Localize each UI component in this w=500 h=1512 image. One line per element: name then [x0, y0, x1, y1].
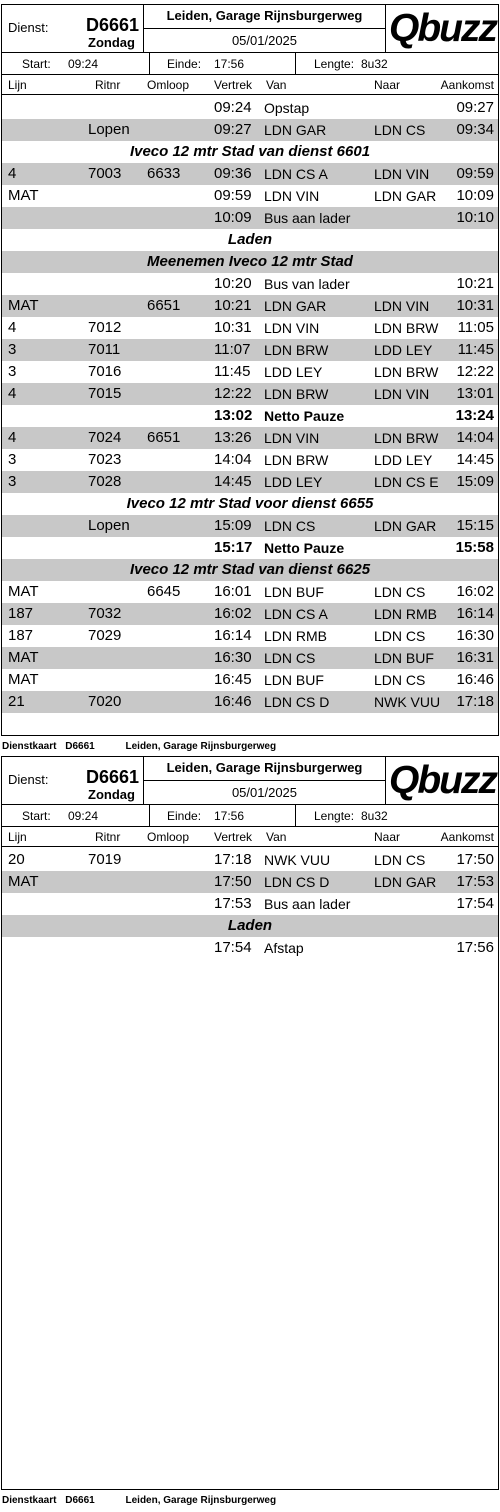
schedule-row — [2, 625, 498, 647]
cell-naar: LDD LEY — [374, 452, 433, 468]
cell-aankomst: 11:45 — [457, 341, 494, 358]
dienst-label: Dienst: — [8, 772, 49, 787]
cell-aankomst: 10:21 — [456, 275, 494, 292]
cell-ritnr: 7019 — [88, 851, 122, 868]
cell-lijn: MAT — [8, 583, 39, 600]
lengte-value: 8u32 — [361, 809, 388, 823]
footer-label: Dienstkaart — [2, 1495, 57, 1506]
cell-lijn: 187 — [8, 605, 34, 622]
cell-lijn: 4 — [8, 165, 17, 182]
cell-vertrek: 17:54 — [214, 939, 252, 956]
start-label: Start: — [22, 57, 51, 71]
schedule-row — [2, 427, 498, 449]
schedule-row — [2, 97, 498, 119]
section-heading: Iveco 12 mtr Stad van dienst 6625 — [2, 559, 498, 581]
col-aankomst: Aankomst — [440, 830, 494, 844]
section-heading: Iveco 12 mtr Stad van dienst 6601 — [129, 143, 371, 160]
cell-vertrek: 14:45 — [214, 473, 252, 490]
cell-naar: LDN BRW — [374, 430, 439, 446]
schedule-table — [2, 95, 498, 713]
cell-naar: LDN BRW — [374, 364, 439, 380]
cell-omloop: 6633 — [147, 165, 181, 182]
cell-vertrek: 16:30 — [214, 649, 252, 666]
page-footer — [2, 1495, 282, 1506]
cell-van: Opstap — [264, 100, 310, 116]
cell-naar: LDN CS — [374, 122, 426, 138]
cell-van: LDN GAR — [264, 298, 327, 314]
cell-naar: LDN VIN — [374, 298, 430, 314]
day-label: Zondag — [88, 787, 135, 802]
cell-lijn: 3 — [8, 451, 17, 468]
cell-aankomst: 13:01 — [456, 385, 494, 402]
cell-naar: LDN CS — [374, 584, 426, 600]
cell-naar: LDD LEY — [374, 342, 433, 358]
cell-aankomst: 17:53 — [456, 873, 494, 890]
cell-aankomst: 15:58 — [455, 539, 494, 556]
cell-aankomst: 12:22 — [456, 363, 494, 380]
footer-id: D6661 — [65, 741, 95, 752]
card-header — [2, 5, 498, 53]
col-ritnr: Ritnr — [95, 830, 121, 844]
section-heading: Meenemen Iveco 12 mtr Stad — [2, 251, 498, 273]
cell-ritnr: 7015 — [88, 385, 122, 402]
dienst-id: D6661 — [86, 15, 140, 35]
cell-lijn: 187 — [8, 627, 34, 644]
cell-naar: LDN BUF — [374, 650, 434, 666]
cell-aankomst: 09:34 — [456, 121, 494, 138]
cell-omloop: 6651 — [147, 297, 181, 314]
cell-van: NWK VUU — [264, 852, 331, 868]
dienstkaart-page-1 — [1, 4, 499, 736]
cell-naar: LDN GAR — [374, 518, 437, 534]
cell-vertrek: 12:22 — [214, 385, 252, 402]
cell-lijn: 20 — [8, 851, 25, 868]
cell-vertrek: 16:45 — [214, 671, 252, 688]
cell-vertrek: 16:14 — [214, 627, 252, 644]
cell-lijn: MAT — [8, 671, 39, 688]
col-naar: Naar — [374, 830, 401, 844]
einde-value: 17:56 — [214, 809, 245, 823]
schedule-row — [2, 603, 498, 625]
cell-van: LDN CS D — [264, 874, 330, 890]
cell-aankomst: 10:10 — [456, 209, 494, 226]
cell-van: LDN VIN — [264, 188, 320, 204]
cell-vertrek: 09:24 — [214, 99, 252, 116]
cell-van: LDN CS D — [264, 694, 330, 710]
cell-vertrek: 16:46 — [214, 693, 252, 710]
location-title: Leiden, Garage Rijnsburgerweg — [166, 760, 363, 775]
cell-van: Afstap — [264, 940, 304, 956]
cell-vertrek: 10:31 — [214, 319, 252, 336]
cell-aankomst: 17:18 — [456, 693, 494, 710]
schedule-row — [2, 691, 498, 713]
col-naar: Naar — [374, 78, 401, 92]
section-heading: Laden — [227, 231, 273, 248]
cell-omloop: 6645 — [147, 583, 181, 600]
schedule-row — [2, 273, 498, 295]
footer-id: D6661 — [65, 1495, 95, 1506]
schedule-row — [2, 361, 498, 383]
cell-aankomst: 16:46 — [456, 671, 494, 688]
schedule-row — [2, 339, 498, 361]
schedule-row — [2, 207, 498, 229]
cell-lijn: 4 — [8, 385, 17, 402]
cell-aankomst: 13:24 — [455, 407, 494, 424]
cell-ritnr: 7029 — [88, 627, 122, 644]
schedule-row — [2, 515, 498, 537]
schedule-row — [2, 119, 498, 141]
col-lijn: Lijn — [8, 830, 27, 844]
cell-van: LDN BUF — [264, 584, 324, 600]
cell-van: LDD LEY — [264, 474, 323, 490]
cell-vertrek: 16:01 — [214, 583, 252, 600]
location-title: Leiden, Garage Rijnsburgerweg — [166, 8, 363, 23]
cell-aankomst: 11:05 — [457, 319, 494, 336]
cell-aankomst: 14:45 — [456, 451, 494, 468]
column-header — [2, 75, 498, 95]
cell-ritnr: 7011 — [88, 341, 121, 358]
page-footer — [2, 741, 282, 752]
schedule-row — [2, 185, 498, 207]
schedule-row — [2, 537, 498, 559]
col-van: Van — [266, 78, 287, 92]
time-summary — [2, 805, 498, 827]
schedule-row — [2, 893, 498, 915]
cell-naar: LDN CS — [374, 852, 426, 868]
section-heading: Iveco 12 mtr Stad voor dienst 6655 — [126, 495, 374, 512]
cell-aankomst: 16:14 — [456, 605, 494, 622]
cell-van: LDN CS — [264, 518, 316, 534]
cell-lijn: 4 — [8, 319, 17, 336]
cell-vertrek: 13:26 — [214, 429, 252, 446]
cell-van: LDN GAR — [264, 122, 327, 138]
schedule-table — [2, 847, 498, 959]
cell-ritnr: 7020 — [88, 693, 122, 710]
cell-van: LDN BRW — [264, 452, 329, 468]
cell-lijn: MAT — [8, 297, 39, 314]
start-value: 09:24 — [68, 57, 99, 71]
schedule-row — [2, 849, 498, 871]
cell-van: LDN VIN — [264, 430, 320, 446]
footer-label: Dienstkaart — [2, 741, 57, 752]
cell-lijn: 21 — [8, 693, 25, 710]
col-vertrek: Vertrek — [214, 830, 253, 844]
cell-naar: LDN RMB — [374, 606, 438, 622]
cell-vertrek: 10:09 — [214, 209, 252, 226]
cell-vertrek: 16:02 — [214, 605, 252, 622]
cell-aankomst: 10:09 — [456, 187, 494, 204]
cell-naar: LDN BRW — [374, 320, 439, 336]
qbuzz-logo: Qbuzz — [389, 7, 496, 50]
footer-location: Leiden, Garage Rijnsburgerweg — [125, 1495, 277, 1506]
cell-aankomst: 09:59 — [456, 165, 494, 182]
cell-van: Netto Pauze — [264, 408, 345, 424]
cell-aankomst: 09:27 — [456, 99, 494, 116]
einde-label: Einde: — [167, 57, 202, 71]
col-lijn: Lijn — [8, 78, 27, 92]
dienst-id: D6661 — [86, 767, 140, 787]
cell-van: LDN VIN — [264, 320, 320, 336]
footer-location: Leiden, Garage Rijnsburgerweg — [125, 741, 277, 752]
schedule-row — [2, 295, 498, 317]
cell-vertrek: 11:45 — [214, 363, 251, 380]
cell-lijn: 3 — [8, 473, 17, 490]
col-omloop: Omloop — [147, 830, 190, 844]
schedule-row — [2, 581, 498, 603]
col-omloop: Omloop — [147, 78, 190, 92]
cell-vertrek: 11:07 — [214, 341, 251, 358]
cell-lijn: 4 — [8, 429, 17, 446]
cell-aankomst: 17:50 — [456, 851, 494, 868]
day-label: Zondag — [88, 35, 135, 50]
cell-ritnr: 7023 — [88, 451, 122, 468]
cell-ritnr: 7012 — [88, 319, 122, 336]
cell-naar: LDN CS E — [374, 474, 439, 490]
cell-naar: NWK VUU — [374, 694, 441, 710]
cell-naar: LDN VIN — [374, 386, 430, 402]
cell-naar: LDN CS — [374, 628, 426, 644]
cell-ritnr: 7016 — [88, 363, 122, 380]
cell-van: LDN CS A — [264, 166, 328, 182]
col-vertrek: Vertrek — [214, 78, 253, 92]
qbuzz-logo: Qbuzz — [389, 759, 496, 802]
cell-ritnr: 7032 — [88, 605, 122, 622]
cell-naar: LDN GAR — [374, 188, 437, 204]
cell-ritnr: 7003 — [88, 165, 122, 182]
cell-omloop: 6651 — [147, 429, 181, 446]
cell-aankomst: 16:30 — [456, 627, 494, 644]
cell-van: Bus aan lader — [264, 210, 351, 226]
dienstkaart-page-2 — [1, 756, 499, 1490]
cell-vertrek: 09:27 — [214, 121, 252, 138]
start-value: 09:24 — [68, 809, 99, 823]
lengte-label: Lengte: — [314, 809, 355, 823]
date-label: 05/01/2025 — [231, 33, 298, 48]
cell-vertrek: 17:18 — [214, 851, 252, 868]
schedule-row — [2, 163, 498, 185]
cell-aankomst: 10:31 — [456, 297, 494, 314]
schedule-row — [2, 405, 498, 427]
dienst-label: Dienst: — [8, 20, 49, 35]
cell-aankomst: 15:15 — [456, 517, 494, 534]
schedule-row — [2, 471, 498, 493]
col-van: Van — [266, 830, 287, 844]
cell-van: LDN BRW — [264, 342, 329, 358]
cell-van: LDN BRW — [264, 386, 329, 402]
cell-naar: LDN CS — [374, 672, 426, 688]
cell-van: Bus van lader — [264, 276, 350, 292]
schedule-row — [2, 317, 498, 339]
cell-lijn: MAT — [8, 873, 39, 890]
cell-aankomst: 17:56 — [456, 939, 494, 956]
cell-ritnr: Lopen — [88, 121, 130, 138]
cell-vertrek: 15:09 — [214, 517, 252, 534]
cell-lijn: 3 — [8, 341, 17, 358]
cell-vertrek: 17:53 — [214, 895, 252, 912]
cell-aankomst: 14:04 — [456, 429, 494, 446]
schedule-row — [2, 669, 498, 691]
cell-naar: LDN GAR — [374, 874, 437, 890]
cell-van: Bus aan lader — [264, 896, 351, 912]
cell-vertrek: 10:20 — [214, 275, 252, 292]
cell-vertrek: 09:59 — [214, 187, 252, 204]
col-aankomst: Aankomst — [440, 78, 494, 92]
column-header — [2, 827, 498, 847]
date-label: 05/01/2025 — [231, 785, 298, 800]
cell-van: LDD LEY — [264, 364, 323, 380]
cell-vertrek: 14:04 — [214, 451, 252, 468]
cell-vertrek: 13:02 — [214, 407, 253, 424]
cell-van: LDN BUF — [264, 672, 324, 688]
cell-ritnr: 7028 — [88, 473, 122, 490]
cell-vertrek: 17:50 — [214, 873, 252, 890]
cell-vertrek: 10:21 — [214, 297, 252, 314]
schedule-row — [2, 871, 498, 893]
section-heading: Laden — [2, 915, 498, 937]
cell-naar: LDN VIN — [374, 166, 430, 182]
einde-label: Einde: — [167, 809, 202, 823]
cell-aankomst: 17:54 — [456, 895, 494, 912]
cell-ritnr: Lopen — [88, 517, 130, 534]
cell-lijn: MAT — [8, 187, 39, 204]
cell-aankomst: 16:02 — [456, 583, 494, 600]
cell-van: Netto Pauze — [264, 540, 345, 556]
start-label: Start: — [22, 809, 51, 823]
col-ritnr: Ritnr — [95, 78, 121, 92]
cell-van: LDN CS A — [264, 606, 328, 622]
cell-lijn: 3 — [8, 363, 17, 380]
einde-value: 17:56 — [214, 57, 245, 71]
cell-vertrek: 09:36 — [214, 165, 252, 182]
cell-vertrek: 15:17 — [214, 539, 253, 556]
lengte-value: 8u32 — [361, 57, 388, 71]
schedule-row — [2, 937, 498, 959]
cell-aankomst: 16:31 — [456, 649, 494, 666]
cell-van: LDN CS — [264, 650, 316, 666]
time-summary — [2, 53, 498, 75]
lengte-label: Lengte: — [314, 57, 355, 71]
schedule-row — [2, 449, 498, 471]
cell-aankomst: 15:09 — [456, 473, 494, 490]
schedule-row — [2, 383, 498, 405]
cell-van: LDN RMB — [264, 628, 328, 644]
card-header — [2, 757, 498, 805]
cell-lijn: MAT — [8, 649, 39, 666]
schedule-row — [2, 647, 498, 669]
cell-ritnr: 7024 — [88, 429, 122, 446]
